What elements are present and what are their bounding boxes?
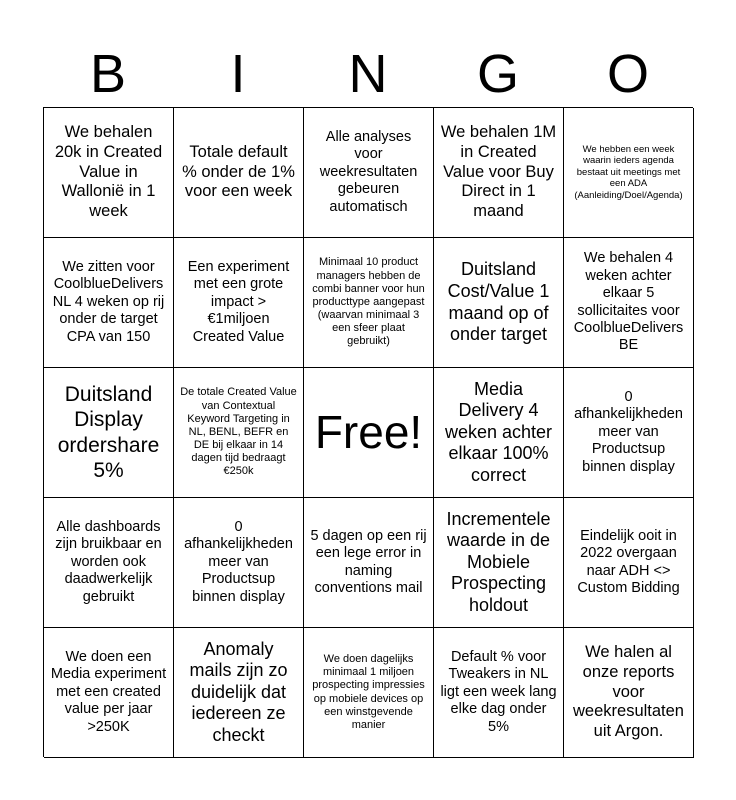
- bingo-cell-r4c4[interactable]: Incrementele waarde in de Mobiele Prospecting holdout: [434, 498, 564, 628]
- bingo-cell-r1c3[interactable]: Alle analyses voor weekresultaten gebeuren automatisch: [304, 108, 434, 238]
- bingo-cell-free[interactable]: Free!: [304, 368, 434, 498]
- bingo-cell-r4c3[interactable]: 5 dagen op een rij een lege error in naming conventions mail: [304, 498, 434, 628]
- bingo-cell-r1c2[interactable]: Totale default % onder de 1% voor een week: [174, 108, 304, 238]
- bingo-cell-r4c2[interactable]: 0 afhankelijkheden meer van Productsup binnen display: [174, 498, 304, 628]
- bingo-cell-r2c4[interactable]: Duitsland Cost/Value 1 maand op of onder target: [434, 238, 564, 368]
- header-letter-b: B: [89, 44, 127, 104]
- bingo-cell-r2c3[interactable]: Minimaal 10 product managers hebben de combi banner voor hun producttype aangepast (waarvan minimaal 3 een sfeer plaat gebruikt): [304, 238, 434, 368]
- bingo-cell-r2c1[interactable]: We zitten voor CoolblueDelivers NL 4 weken op rij onder de target CPA van 150: [44, 238, 174, 368]
- bingo-cell-r5c4[interactable]: Default % voor Tweakers in NL ligt een week lang elke dag onder 5%: [434, 628, 564, 758]
- bingo-header: [43, 40, 693, 108]
- bingo-cell-r3c1[interactable]: Duitsland Display ordershare 5%: [44, 368, 174, 498]
- bingo-cell-r3c2[interactable]: De totale Created Value van Contextual Keyword Targeting in NL, BENL, BEFR en DE bij elkaar in 14 dagen tijd bedraagt €250k: [174, 368, 304, 498]
- bingo-cell-r3c4[interactable]: Media Delivery 4 weken achter elkaar 100% correct: [434, 368, 564, 498]
- header-letter-i: I: [230, 44, 246, 104]
- bingo-cell-r4c1[interactable]: Alle dashboards zijn bruikbaar en worden ook daadwerkelijk gebruikt: [44, 498, 174, 628]
- bingo-cell-r1c4[interactable]: We behalen 1M in Created Value voor Buy Direct in 1 maand: [434, 108, 564, 238]
- bingo-cell-r1c5[interactable]: We hebben een week waarin ieders agenda bestaat uit meetings met een ADA (Aanleiding/Doel/Agenda): [564, 108, 694, 238]
- bingo-cell-r1c1[interactable]: We behalen 20k in Created Value in Wallonië in 1 week: [44, 108, 174, 238]
- bingo-cell-r2c5[interactable]: We behalen 4 weken achter elkaar 5 sollicitaites voor CoolblueDelivers BE: [564, 238, 694, 368]
- bingo-cell-r5c1[interactable]: We doen een Media experiment met een created value per jaar >250K: [44, 628, 174, 758]
- header-letter-n: N: [348, 44, 388, 104]
- header-letter-o: O: [606, 44, 649, 104]
- bingo-cell-r5c5[interactable]: We halen al onze reports voor weekresultaten uit Argon.: [564, 628, 694, 758]
- bingo-cell-r5c3[interactable]: We doen dagelijks minimaal 1 miljoen prospecting impressies op mobiele devices op een winstgevende manier: [304, 628, 434, 758]
- bingo-cell-r4c5[interactable]: Eindelijk ooit in 2022 overgaan naar ADH <> Custom Bidding: [564, 498, 694, 628]
- bingo-grid: [43, 107, 693, 757]
- bingo-cell-r2c2[interactable]: Een experiment met een grote impact > €1miljoen Created Value: [174, 238, 304, 368]
- bingo-cell-r5c2[interactable]: Anomaly mails zijn zo duidelijk dat iedereen ze checkt: [174, 628, 304, 758]
- bingo-cell-r3c5[interactable]: 0 afhankelijkheden meer van Productsup binnen display: [564, 368, 694, 498]
- header-letter-g: G: [476, 44, 519, 104]
